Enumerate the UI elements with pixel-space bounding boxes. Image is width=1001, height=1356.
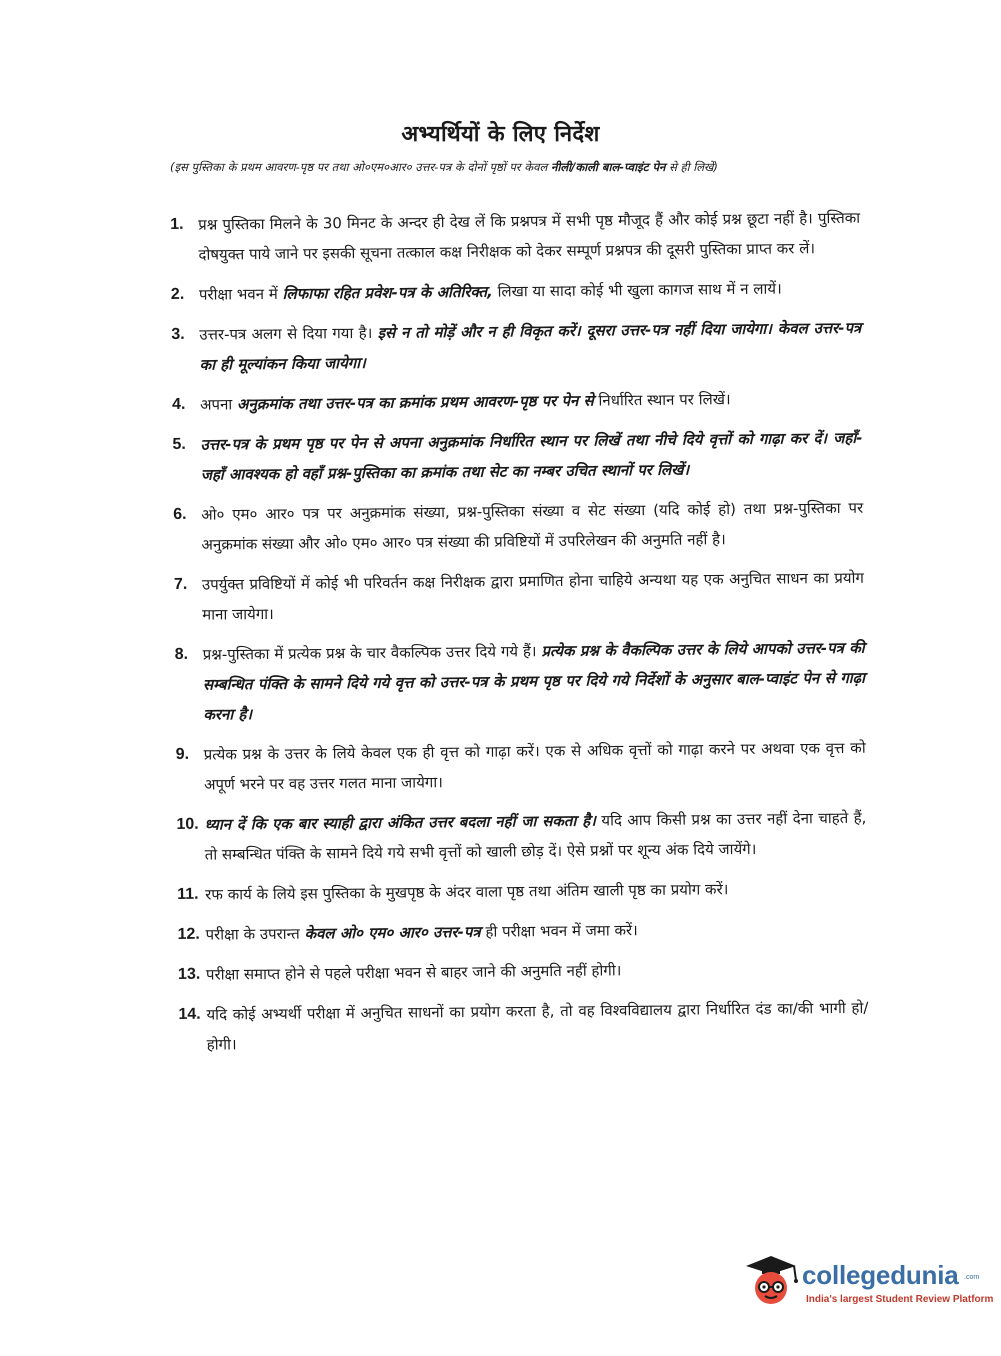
- item-text: रफ कार्य के लिये इस पुस्तिका के मुखपृष्ठ के अंदर वाला पृष्ठ तथा अंतिम खाली पृष्ठ का प्रयोग करें।: [205, 880, 729, 904]
- instruction-list: [170, 203, 869, 1070]
- instruction-item: [178, 993, 869, 1060]
- collegedunia-logo: [740, 1250, 994, 1320]
- item-number: 13.: [177, 965, 201, 983]
- item-text: ध्यान दें कि एक बार स्याही द्वारा अंकित उत्तर बदला नहीं जा सकता है। यदि आप किसी प्रश्न का उत्तर नहीं देना चाहते हैं, तो सम्बन्धित पंक्ति के सामने दिये गये सभी वृत्तों को खाली छोड़ दें। ऐसे प्रश्नों पर शून्य अंक दिये जायेंगे।: [204, 808, 867, 864]
- graduate-mascot-icon: [740, 1250, 802, 1312]
- instruction-item: [177, 913, 867, 950]
- item-text: परीक्षा के उपरान्त केवल ओ० एम० आर० उत्तर-पत्र ही परीक्षा भवन में जमा करें।: [205, 921, 638, 944]
- item-text: उपर्युक्त प्रविष्टियों में कोई भी परिवर्तन कक्ष निरीक्षक द्वारा प्रमाणित होना चाहिये अन्यथा यह एक अनुचित साधन का प्रयोग माना जायेगा।: [201, 568, 864, 624]
- item-text: उत्तर-पत्र अलग से दिया गया है। इसे न तो मोड़ें और न ही विकृत करें। दूसरा उत्तर-पत्र नहीं दिया जायेगा। केवल उत्तर-पत्र का ही मूल्यांकन किया जायेगा।: [199, 318, 862, 374]
- instruction-item: [171, 313, 862, 380]
- item-text: उत्तर-पत्र के प्रथम पृष्ठ पर पेन से अपना अनुक्रमांक निर्धारित स्थान पर लिखें तथा नीचे दिये वृत्तों को गाढ़ा कर दें। जहाँ-जहाँ आवश्यक हो वहाँ प्रश्न-पुस्तिका का क्रमांक तथा सेट का नम्बर उचित स्थानों पर लिखें।: [200, 428, 863, 484]
- instruction-item: [172, 383, 862, 420]
- page-subtitle: [170, 160, 870, 175]
- instruction-item: [176, 733, 867, 800]
- item-text: यदि कोई अभ्यर्थी परीक्षा में अनुचित साधनों का प्रयोग करता है, तो वह विश्वविद्यालय द्वारा निर्धारित दंड का/की भागी हो/होगी।: [206, 998, 869, 1054]
- item-number: 8.: [174, 645, 189, 663]
- logo-wordmark: collegedunia: [802, 1260, 959, 1290]
- instruction-item: [175, 633, 866, 730]
- item-number: 4.: [171, 395, 186, 413]
- item-number: 9.: [175, 745, 190, 763]
- instruction-item: [177, 873, 867, 910]
- item-text: परीक्षा समाप्त होने से पहले परीक्षा भवन से बाहर जाने की अनुमति नहीं होगी।: [205, 961, 622, 984]
- item-number: 14.: [178, 1005, 201, 1023]
- instruction-item: [172, 423, 863, 490]
- item-number: 2.: [170, 285, 185, 303]
- item-number: 12.: [177, 925, 200, 943]
- item-number: 3.: [171, 325, 185, 343]
- item-number: 6.: [173, 505, 187, 523]
- instruction-item: [170, 203, 861, 270]
- logo-tagline: India's largest Student Review Platform: [806, 1294, 994, 1305]
- logo-suffix: .com: [964, 1274, 980, 1281]
- instruction-item: [176, 803, 867, 870]
- item-text: ओ० एम० आर० पत्र पर अनुक्रमांक संख्या, प्रश्न-पुस्तिका संख्या व सेट संख्या (यदि कोई हो) तथा प्रश्न-पुस्तिका पर अनुक्रमांक संख्या और ओ० एम० आर० पत्र संख्या की प्रविष्टियों में उपरिलेखन की अनुमति नहीं है।: [201, 498, 864, 554]
- item-text: प्रत्येक प्रश्न के उत्तर के लिये केवल एक ही वृत्त को गाढ़ा करें। एक से अधिक वृत्तों को गाढ़ा करने पर अथवा एक वृत्त को अपूर्ण भरने पर वह उत्तर गलत माना जायेगा।: [203, 738, 866, 794]
- page-title: अभ्यर्थियों के लिए निर्देश: [401, 122, 600, 147]
- item-text: प्रश्न-पुस्तिका में प्रत्येक प्रश्न के चार वैकल्पिक उत्तर दिये गये हैं। प्रत्येक प्रश्न के वैकल्पिक उत्तर के लिये आपको उत्तर-पत्र की सम्बन्धित पंक्ति के सामने दिये गये वृत्त को उत्तर-पत्र के प्रथम पृष्ठ पर दिये गये निर्देशों के अनुसार बाल-प्वाइंट पेन से गाढ़ा करना है।: [202, 638, 866, 724]
- instruction-item: [171, 273, 861, 310]
- instruction-item: [174, 563, 865, 630]
- subtitle-end: से ही लिखें): [665, 160, 718, 174]
- item-number: 7.: [173, 575, 188, 593]
- item-number: 5.: [172, 435, 186, 453]
- item-number: 10.: [176, 815, 199, 833]
- item-number: 11.: [177, 885, 199, 903]
- item-text: प्रश्न पुस्तिका मिलने के 30 मिनट के अन्दर ही देख लें कि प्रश्नपत्र में सभी पृष्ठ मौजूद हैं और कोई प्रश्न छूटा नहीं है। पुस्तिका दोषयुक्त पाये जाने पर इसकी सूचना तत्काल कक्ष निरीक्षक को देकर सम्पूर्ण प्रश्नपत्र की दूसरी पुस्तिका प्राप्त कर लें।: [198, 208, 861, 264]
- item-number: 1.: [170, 215, 184, 233]
- item-text: परीक्षा भवन में लिफाफा रहित प्रवेश-पत्र के अतिरिक्त, लिखा या सादा कोई भी खुला कागज साथ में न लायें।: [198, 279, 782, 304]
- subtitle-text: (इस पुस्तिका के प्रथम आवरण-पृष्ठ पर तथा ओ०एम०आर० उत्तर-पत्र के दोनों पृष्ठों पर केवल: [170, 160, 551, 174]
- subtitle-emphasis: नीली/काली बाल-प्वाइंट पेन: [550, 160, 666, 174]
- item-text: अपना अनुक्रमांक तथा उत्तर-पत्र का क्रमांक प्रथम आवरण-पृष्ठ पर पेन से निर्धारित स्थान पर लिखें।: [199, 390, 731, 414]
- instruction-item: [173, 493, 864, 560]
- instruction-item: [178, 953, 868, 990]
